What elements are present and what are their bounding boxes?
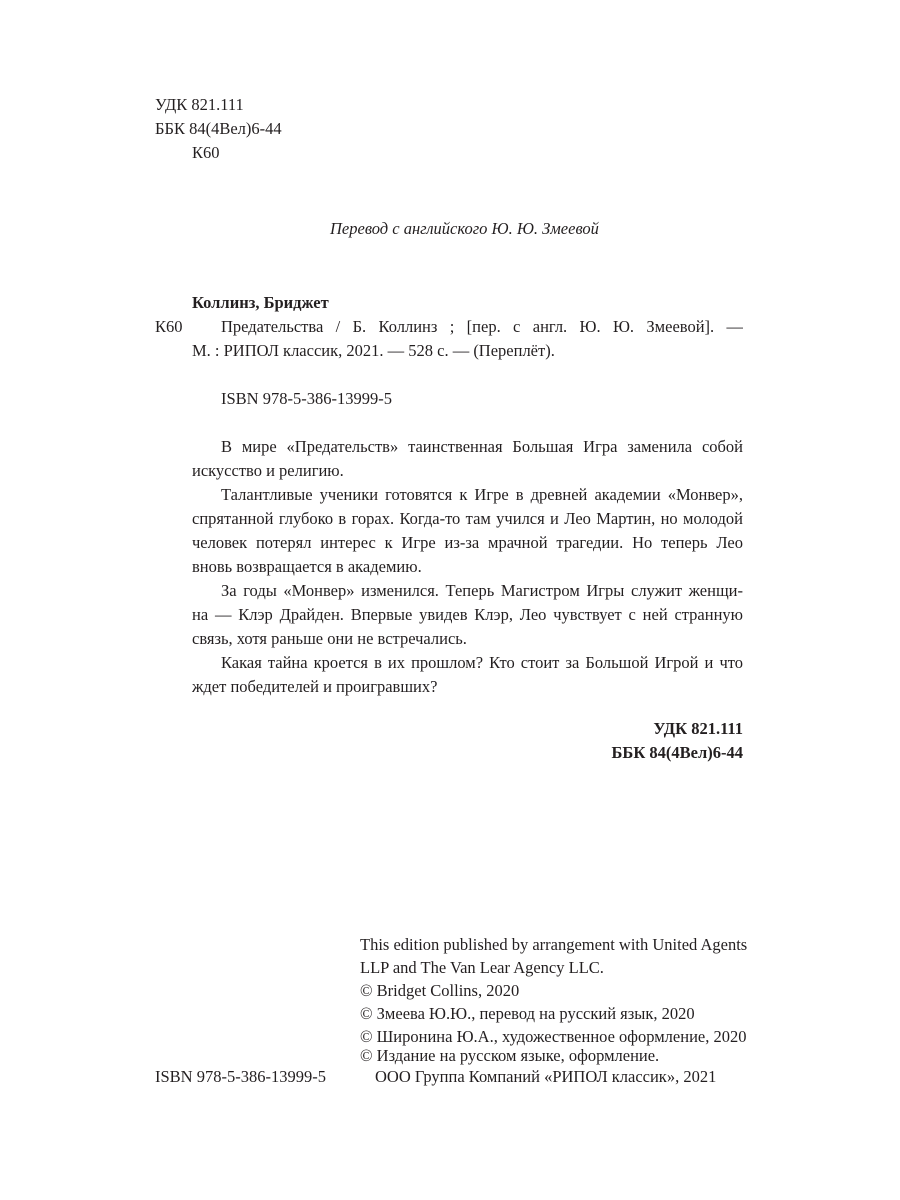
copyright-line: This edition published by arrangement with United Agents (360, 935, 748, 954)
annotation-line: В мире «Предательств» таинственная Большая Игра заменила собой (221, 437, 743, 456)
copyright-line: © Широнина Ю.А., художественное оформление, 2020 (360, 1027, 747, 1046)
author-mark: К60 (192, 143, 220, 162)
copyright-line: LLP and The Van Lear Agency LLC. (360, 958, 604, 977)
catalog-description-line: М. : РИПОЛ классик, 2021. — 528 с. — (Переплёт). (192, 341, 555, 360)
annotation-line: Какая тайна кроется в их прошлом? Кто стоит за Большой Игрой и что (221, 653, 743, 672)
author-heading: Коллинз, Бриджет (192, 293, 329, 312)
annotation-line: Талантливые ученики готовятся к Игре в древней академии «Монвер», (221, 485, 743, 504)
annotation-line: искусство и религию. (192, 461, 344, 480)
copyright-line: © Bridget Collins, 2020 (360, 981, 520, 1000)
right-udk-code: УДК 821.111 (653, 719, 743, 738)
translator-note: Перевод с английского Ю. Ю. Змеевой (330, 219, 599, 238)
annotation-line: спрятанной глубоко в горах. Когда-то там учился и Лео Мартин, но молодой (192, 509, 743, 528)
annotation-line: связь, хотя раньше они не встречались. (192, 629, 467, 648)
annotation-line: вновь возвращается в академию. (192, 557, 422, 576)
right-bbk-code: ББК 84(4Вел)6-44 (611, 743, 743, 762)
annotation-line: ждет победителей и проигравших? (192, 677, 438, 696)
footer-isbn: ISBN 978-5-386-13999-5 (155, 1067, 326, 1086)
bbk-code: ББК 84(4Вел)6-44 (155, 119, 282, 138)
copyright-line: © Змеева Ю.Ю., перевод на русский язык, 2020 (360, 1004, 695, 1023)
annotation-line: человек потерял интерес к Игре из-за мрачной трагедии. Но теперь Лео (192, 533, 743, 552)
catalog-author-mark: К60 (155, 317, 183, 336)
catalog-description-line: Предательства / Б. Коллинз ; [пер. с англ. Ю. Ю. Змеевой]. — (221, 317, 743, 336)
catalog-isbn: ISBN 978-5-386-13999-5 (221, 389, 392, 408)
annotation-line: на — Клэр Драйден. Впервые увидев Клэр, Лео чувствует с ней странную (192, 605, 743, 624)
copyright-line: ООО Группа Компаний «РИПОЛ классик», 2021 (375, 1067, 717, 1086)
udk-code: УДК 821.111 (155, 95, 244, 114)
copyright-line: © Издание на русском языке, оформление. (360, 1046, 660, 1065)
annotation-line: За годы «Монвер» изменился. Теперь Магистром Игры служит женщи- (221, 581, 743, 600)
